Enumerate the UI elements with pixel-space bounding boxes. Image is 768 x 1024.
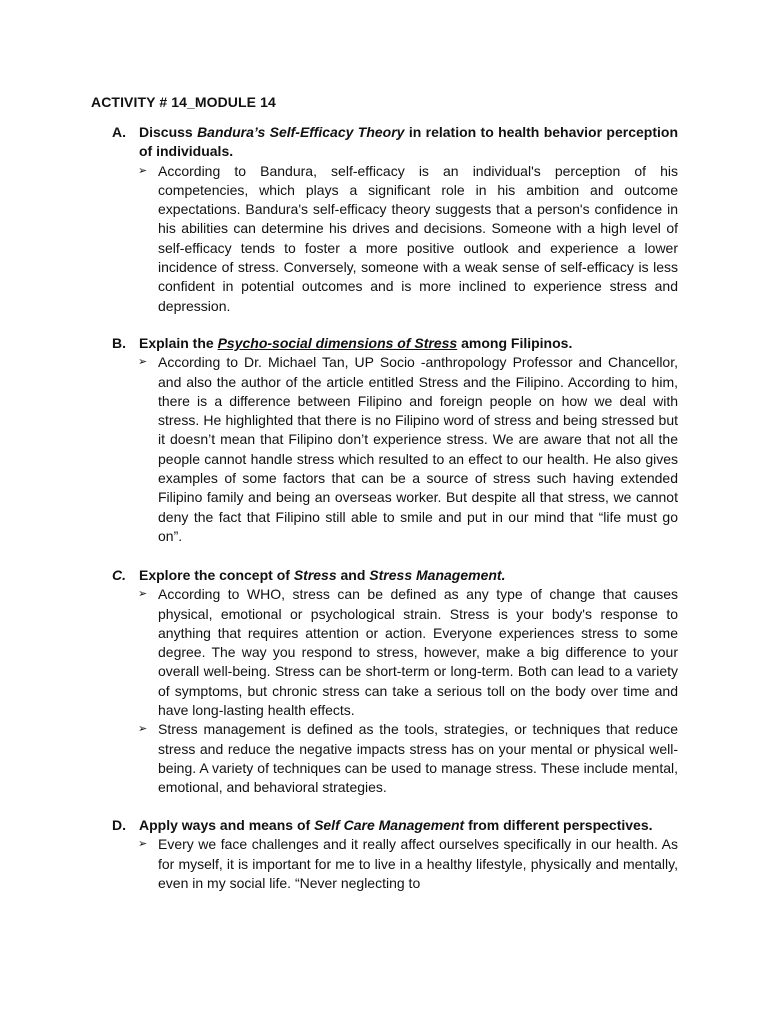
section-letter: C. [112, 567, 126, 583]
bullet-item [112, 835, 678, 893]
section-heading [112, 566, 678, 585]
arrow-bullet-icon: ➢ [138, 356, 148, 369]
section-c [112, 566, 678, 798]
bullet-item [112, 720, 678, 797]
section-heading [112, 816, 678, 835]
section-letter: B. [112, 335, 126, 351]
section-heading [112, 123, 678, 162]
heading-text: in relation to health behavior perception of individuals. [139, 124, 678, 160]
bullet-item [112, 162, 678, 316]
bullet-text: According to WHO, stress can be defined as any type of change that causes physical, emotional or psychological strain. Stress is your body's response to anything that requires attention or action. Everyone experiences stress to some degree. The way you respond to stress, however, make a big difference to your overall well-being. Stress can be short-term or long-term. Both can lead to a variety of symptoms, but chronic stress can take a serious toll on the body over time and have long-lasting health effects. [158, 586, 678, 719]
section-d [112, 816, 678, 893]
section-letter: A. [112, 124, 126, 140]
section-a [112, 123, 678, 316]
document-title: ACTIVITY # 14_MODULE 14 [91, 94, 276, 110]
heading-text: Apply ways and means of [139, 817, 315, 833]
bullet-item [112, 353, 678, 546]
heading-emphasis: Stress [293, 567, 337, 583]
bullet-text: According to Dr. Michael Tan, UP Socio -anthropology Professor and Chancellor, and also the author of the article entitled Stress and the Filipino. According to him, there is a difference between Filipino and foreign people on how we deal with stress. He highlighted that there is no Filipino word of stress and being stressed but it doesn’t mean that Filipino don’t experience stress. We are aware that not all the people cannot handle stress which resulted to an effect to our health. He also gives examples of some factors that can be a source of stress such having extended Filipino family and being an overseas worker. But despite all that stress, we cannot deny the fact that Filipino still able to smile and put in our mind that “life must go on”. [158, 354, 678, 544]
section-letter: D. [112, 817, 126, 833]
arrow-bullet-icon: ➢ [138, 838, 148, 851]
heading-text: Discuss [139, 124, 198, 140]
heading-emphasis: Stress Management. [369, 567, 506, 583]
arrow-bullet-icon: ➢ [138, 723, 148, 736]
bullet-text: Every we face challenges and it really affect ourselves specifically in our health. As for myself, it is important for me to live in a healthy lifestyle, physically and mentally, even in my social life. “Never neglecting to [158, 836, 678, 891]
heading-text: Explore the concept of [139, 567, 294, 583]
section-b [112, 334, 678, 546]
heading-emphasis: Self Care Management [314, 817, 465, 833]
heading-text: from different perspectives. [464, 817, 653, 833]
heading-text: among Filipinos. [457, 335, 573, 351]
section-heading [112, 334, 678, 353]
bullet-item [112, 585, 678, 720]
bullet-text: Stress management is defined as the tools, strategies, or techniques that reduce stress and reduce the negative impacts stress has on your mental or physical well-being. A variety of techniques can be used to manage stress. These include mental, emotional, and behavioral strategies. [158, 721, 678, 796]
bullet-text: According to Bandura, self-efficacy is an individual's perception of his competencies, which plays a significant role in his ambition and outcome expectations. Bandura's self-efficacy theory suggests that a person's confidence in his abilities can determine his drives and decisions. Someone with a high level of self-efficacy tends to foster a more positive outlook and experience a lower incidence of stress. Conversely, someone with a weak sense of self-efficacy is less confident in potential outcomes and is more inclined to experience stress and depression. [158, 162, 678, 314]
heading-text: Explain the [139, 335, 218, 351]
arrow-bullet-icon: ➢ [138, 588, 148, 601]
heading-text: and [336, 567, 370, 583]
heading-emphasis: Bandura’s Self-Efficacy Theory [197, 124, 405, 140]
heading-emphasis: Psycho-social dimensions of Stress [217, 335, 458, 351]
arrow-bullet-icon: ➢ [138, 164, 148, 177]
